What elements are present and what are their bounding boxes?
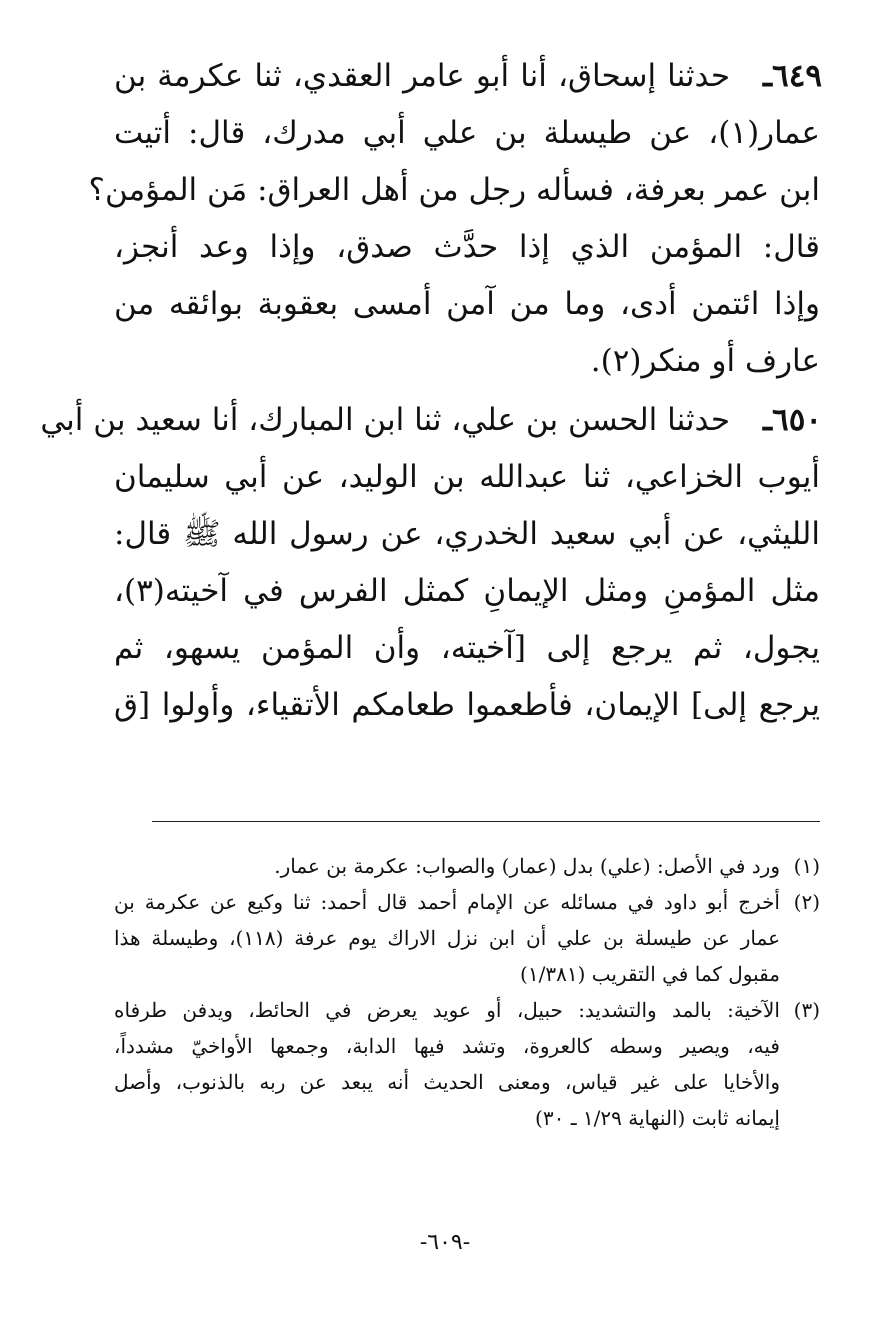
text-line: وإذا ائتمن أدى، وما من آمن أمسى بعقوبة بوائقه من [114, 286, 820, 322]
page-number: -٦٠٩- [419, 1230, 471, 1255]
text-line: يرجع إلى] الإيمان، فأطعموا طعامكم الأتقياء، وأولوا [ق [114, 687, 820, 723]
text-line: مثل المؤمنِ ومثل الإيمانِ كمثل الفرس في آخيته(٣)، [114, 573, 820, 609]
hadith-number: ٦٤٩ـ [762, 58, 822, 94]
footnote-line: أخرج أبو داود في مسائله عن الإمام أحمد قال أحمد: ثنا وكيع عن عكرمة بن [114, 890, 780, 914]
footnote-line: الآخية: بالمد والتشديد: حبيل، أو عويد يعرض في الحائط، ويدفن طرفاه [114, 998, 780, 1022]
text-line: عارف أو منكر(٢). [590, 343, 820, 379]
hadith-650 [40, 392, 822, 734]
text-line: حدثنا الحسن بن علي، ثنا ابن المبارك، أنا سعيد بن أبي [40, 402, 730, 438]
footnote-line: عمار عن طيسلة بن علي أن ابن نزل الاراك يوم عرفة (١١٨)، وطيسلة هذا [114, 926, 780, 950]
hadith-number: ٦٥٠ـ [762, 402, 822, 438]
text-line: قال: المؤمن الذي إذا حدَّث صدق، وإذا وعد أنجز، [114, 229, 820, 265]
footnote-line: إيمانه ثابت (النهاية ١/٢٩ ـ ٣٠) [535, 1106, 780, 1130]
footnote-separator [152, 821, 820, 822]
text-line: ابن عمر بعرفة، فسأله رجل من أهل العراق: مَن المؤمن؟ [88, 172, 820, 208]
footnote-number: (٢) [793, 890, 820, 914]
footnote-line: ورد في الأصل: (علي) بدل (عمار) والصواب: عكرمة بن عمار. [274, 854, 780, 878]
footnote-line: مقبول كما في التقريب (١/٣٨١) [520, 962, 780, 986]
text-line: أيوب الخزاعي، ثنا عبدالله بن الوليد، عن أبي سليمان [114, 459, 820, 495]
text-line: يجول، ثم يرجع إلى [آخيته، وأن المؤمن يسهو، ثم [114, 630, 820, 666]
hadith-649 [88, 48, 822, 390]
text-line: الليثي، عن أبي سعيد الخدري، عن رسول الله ﷺ قال: [114, 516, 820, 552]
footnote-line: فيه، ويصير وسطه كالعروة، وتشد فيها الدابة، وجمعها الأواخيّ مشدداً، [114, 1034, 780, 1058]
text-line: عمار(١)، عن طيسلة بن علي أبي مدرك، قال: أتيت [114, 115, 820, 151]
footnote-number: (٣) [793, 998, 820, 1022]
footnotes [114, 848, 820, 1136]
footnote-1 [114, 848, 820, 884]
text-line: حدثنا إسحاق، أنا أبو عامر العقدي، ثنا عكرمة بن [114, 58, 730, 94]
footnote-2 [114, 884, 820, 992]
footnote-line: والأخايا على غير قياس، ومعنى الحديث أنه يبعد عن ربه بالذنوب، وأصل [114, 1070, 780, 1094]
footnote-number: (١) [793, 854, 820, 878]
footnote-3 [114, 992, 820, 1136]
